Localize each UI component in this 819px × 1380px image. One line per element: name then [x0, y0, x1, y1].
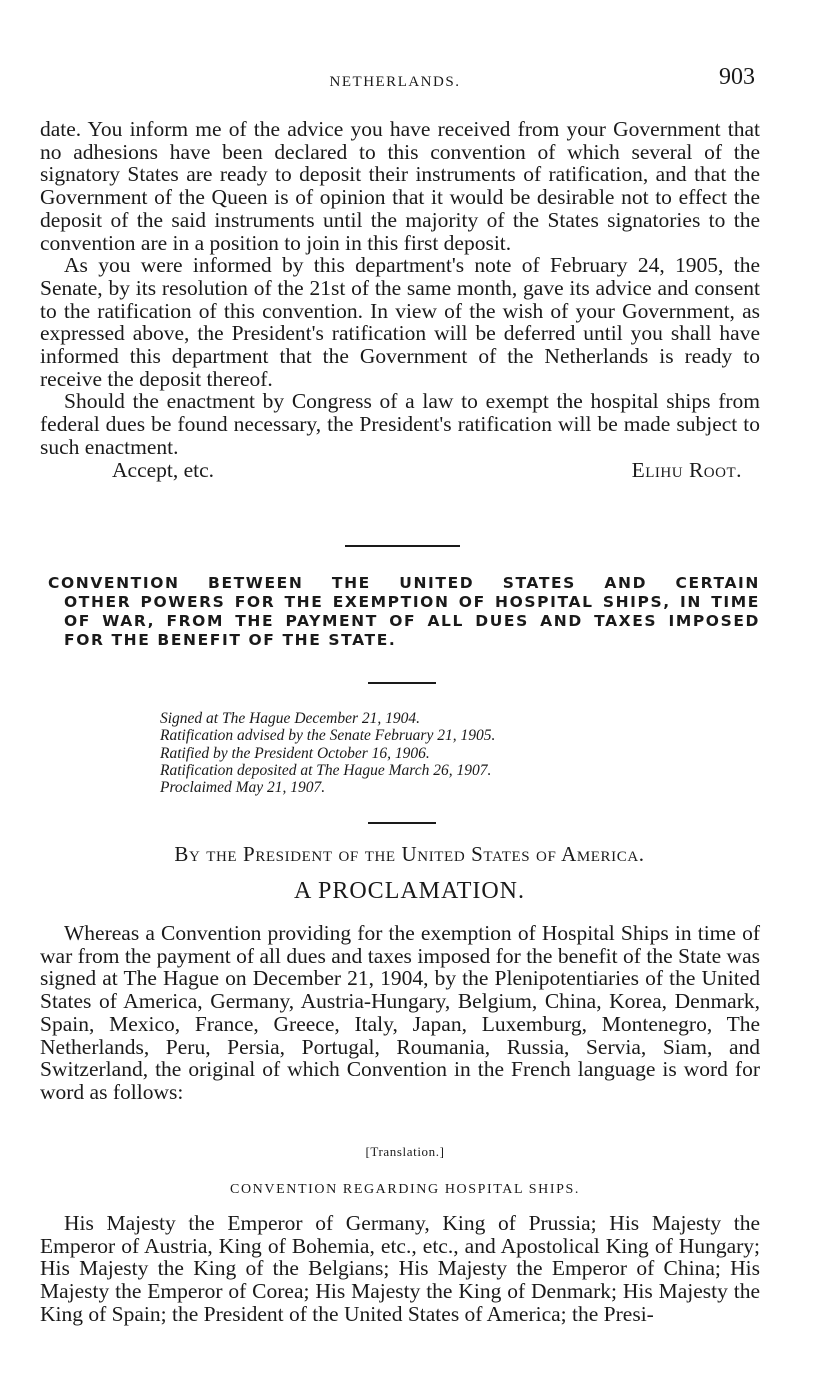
- convention-title-line: OTHER POWERS FOR THE EXEMPTION OF HOSPITAL SHIPS, IN TIME OF WAR, FROM THE PAYMENT OF ALL DUES AND TAXES IMPOSED FOR THE BENEFIT OF THE STATE.: [64, 593, 760, 649]
- signature-line: [40, 459, 760, 487]
- signature: Elihu Root.: [631, 457, 742, 482]
- running-header: NETHERLANDS.: [329, 74, 461, 90]
- letter-paragraph: date. You inform me of the advice you have received from your Government that no adhesions have been declared to this convention of which several of the signatory States are ready to deposit their instruments of ratification, and that the Government of the Queen is of opinion that it would be desirable not to effect the deposit of the said instruments until the majority of the States signatories to the convention are in a position to join in this first deposit.: [40, 117, 760, 255]
- divider: [368, 822, 436, 824]
- proclamation-heading: A PROCLAMATION.: [293, 878, 526, 904]
- divider: [345, 545, 460, 547]
- hospital-convention-body: [40, 1212, 760, 1326]
- proclamation-paragraph: Whereas a Convention providing for the exemption of Hospital Ships in time of war from the payment of all dues and taxes imposed for the benefit of the State was signed at The Hague on December 21, 1904, by the Plenipotentiaries of the United States of America, Germany, Austria-Hungary, Belgium, China, Korea, Denmark, Spain, Mexico, France, Greece, Italy, Japan, Luxemburg, Montenegro, The Netherlands, Peru, Persia, Portugal, Roumania, Russia, Servia, Siam, and Switzerland, the original of which Convention in the French language is word for word as follows:: [40, 921, 760, 1104]
- letter-body: [40, 118, 760, 487]
- proclamation-body: [40, 922, 760, 1104]
- convention-title-line: CONVENTION BETWEEN THE UNITED STATES AND CERTAIN: [48, 574, 760, 592]
- proclamation-by-line: By the President of the United States of America.: [174, 842, 645, 866]
- date-line: Ratification deposited at The Hague March 26, 1907.: [160, 761, 492, 779]
- translation-note: [Translation.]: [365, 1144, 445, 1159]
- convention-title: [48, 574, 760, 650]
- date-line: Ratified by the President October 16, 1906.: [160, 744, 430, 762]
- date-line: Signed at The Hague December 21, 1904.: [160, 710, 421, 727]
- closing: Accept, etc.: [112, 457, 215, 482]
- letter-paragraph: As you were informed by this department's note of February 24, 1905, the Senate, by its resolution of the 21st of the same month, gave its advice and consent to the ratification of this convention. In view of the wish of your Government, as expressed above, the President's ratification will be deferred until you shall have informed this department that the Government of the Netherlands is ready to receive the deposit thereof.: [40, 253, 760, 391]
- divider: [368, 682, 436, 684]
- date-line: Proclaimed May 21, 1907.: [160, 779, 326, 797]
- ratification-dates: [160, 710, 680, 796]
- hospital-convention-paragraph: His Majesty the Emperor of Germany, King of Prussia; His Majesty the Emperor of Austria, King of Bohemia, etc., etc., and Apostolical King of Hungary; His Majesty the King of the Belgians; His Majesty the Emperor of China; His Majesty the Emperor of Corea; His Majesty the King of Denmark; His Majesty the King of Spain; the President of the United States of America; the Presi-: [40, 1211, 760, 1326]
- hospital-convention-title: CONVENTION REGARDING HOSPITAL SHIPS.: [230, 1182, 580, 1197]
- page-number: 903: [719, 64, 755, 90]
- date-line: Ratification advised by the Senate February 21, 1905.: [160, 727, 496, 745]
- letter-paragraph: Should the enactment by Congress of a law to exempt the hospital ships from federal dues be found necessary, the President's ratification will be made subject to such enactment.: [40, 389, 760, 459]
